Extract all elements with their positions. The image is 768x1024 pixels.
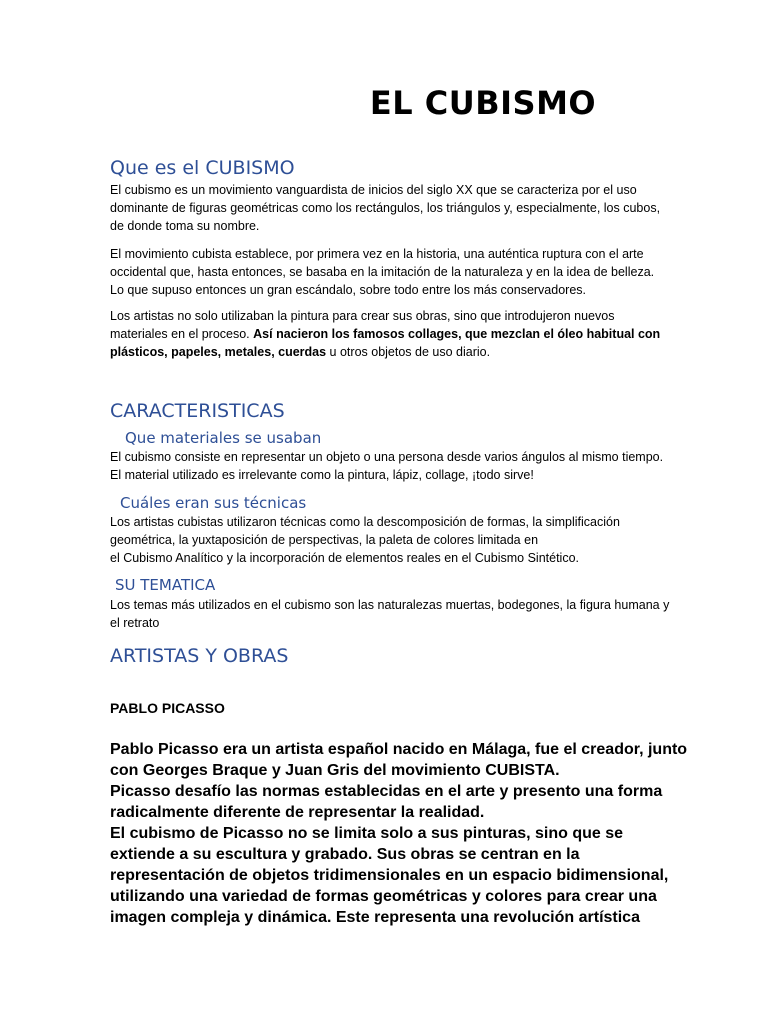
artist-bio-2: Picasso desafío las normas establecidas en el arte y presento una forma radicalmente diferente de representar la realidad. [110, 783, 663, 821]
paragraph-tematica: Los temas más utilizados en el cubismo son las naturalezas muertas, bodegones, la figura humana y el retrato [110, 598, 670, 630]
artist-name: PABLO PICASSO [110, 700, 225, 716]
heading-que-es: Que es el CUBISMO [110, 157, 295, 179]
subheading-tecnicas: Cuáles eran sus técnicas [120, 494, 307, 512]
subheading-materiales: Que materiales se usaban [125, 429, 322, 447]
heading-caracteristicas: CARACTERISTICAS [110, 400, 285, 422]
artist-bio [110, 739, 690, 928]
paragraph-tecnicas-2: el Cubismo Analítico y la incorporación de elementos reales en el Cubismo Sintético. [110, 551, 579, 565]
paragraph-que-es-3-end: u otros objetos de uso diario. [326, 345, 491, 359]
paragraph-tecnicas-1: Los artistas cubistas utilizaron técnicas como la descomposición de formas, la simplificación geométrica, la yuxtaposición de perspectivas, la paleta de colores limitada en [110, 515, 620, 547]
paragraph-que-es-2: El movimiento cubista establece, por primera vez en la historia, una auténtica ruptura con el arte occidental que, hasta entonces, se basaba en la imitación de la naturaleza y en la idea de belleza. Lo que supuso entonces un gran escándalo, sobre todo entre los más conservadores. [110, 247, 655, 297]
artist-bio-1: Pablo Picasso era un artista español nacido en Málaga, fue el creador, junto con Georges Braque y Juan Gris del movimiento CUBISTA. [110, 741, 688, 779]
paragraph-que-es-3-bold: Así nacieron los famosos collages, que mezclan el óleo habitual con plásticos, papeles, metales, cuerdas [110, 327, 661, 359]
paragraph-que-es-3-start: Los artistas no solo utilizaban la pintura para crear sus obras, sino que introdujeron nuevos materiales en el proceso. [110, 309, 615, 341]
document-title: EL CUBISMO [369, 84, 597, 122]
paragraph-que-es-1: El cubismo es un movimiento vanguardista de inicios del siglo XX que se caracteriza por el uso dominante de figuras geométricas como los rectángulos, los triángulos y, especialmente, los cubos, de donde toma su nombre. [110, 183, 661, 233]
artist-bio-3: El cubismo de Picasso no se limita solo a sus pinturas, sino que se extiende a su escultura y grabado. Sus obras se centran en la representación de objetos tridimensionales en un espacio bidimensional, utilizando una variedad de formas geométricas y colores para crear una imagen compleja y dinámica. Este representa una revolución artística [110, 825, 669, 926]
heading-artistas: ARTISTAS Y OBRAS [110, 645, 289, 667]
subheading-tematica: SU TEMATICA [115, 576, 216, 594]
paragraph-que-es-3 [110, 307, 670, 361]
paragraph-materiales: El cubismo consiste en representar un objeto o una persona desde varios ángulos al mismo tiempo. El material utilizado es irrelevante como la pintura, lápiz, collage, ¡todo sirve! [110, 450, 664, 482]
